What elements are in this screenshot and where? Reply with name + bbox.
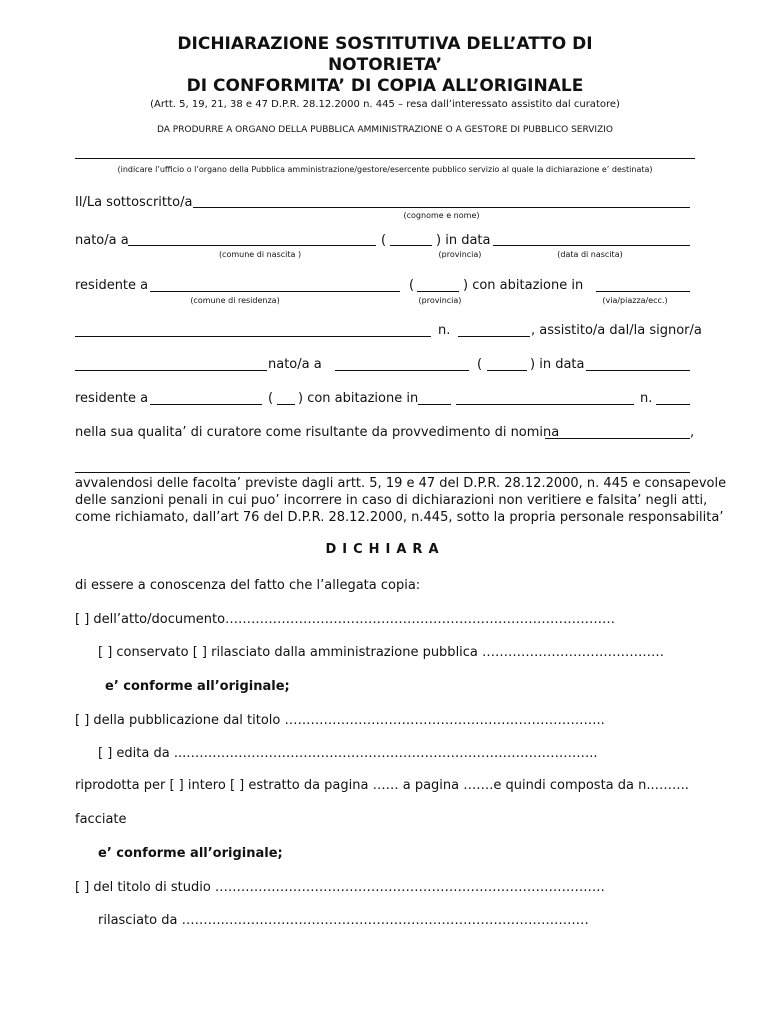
subtitle: (Artt. 5, 19, 21, 38 e 47 D.P.R. 28.12.2000 n. 445 – resa dall’interessato assistito dal curatore)	[150, 99, 620, 110]
indirizzo-field[interactable]	[75, 336, 431, 337]
paragraph-line-3: come richiamato, dall’art 76 del D.P.R. 28.12.2000, n.445, sotto la propria personale responsabilita’	[75, 510, 724, 525]
titolo-studio-line[interactable]: [ ] del titolo di studio ………………………………………………………………………………	[75, 880, 605, 895]
cognome-caption: (cognome e nome)	[403, 211, 480, 220]
curatore-data-nascita-field[interactable]	[586, 370, 690, 371]
provvedimento-field[interactable]	[545, 438, 690, 439]
via-field[interactable]	[596, 291, 690, 292]
curatore-via-tipo-field[interactable]	[418, 404, 451, 405]
curatore-provincia-residenza-field[interactable]	[277, 404, 295, 405]
qualita-label: nella sua qualita’ di curatore come risultante da provvedimento di nomina	[75, 425, 560, 440]
paragraph-line-1: avvalendosi delle facolta’ previste dagli artt. 5, 19 e 47 del D.P.R. 28.12.2000, n. 445 e consapevole	[75, 476, 727, 491]
civico-field[interactable]	[458, 336, 530, 337]
cognome-nome-field[interactable]	[193, 207, 690, 208]
produce-to-text: DA PRODURRE A ORGANO DELLA PUBBLICA AMMINISTRAZIONE O A GESTORE DI PUBBLICO SERVIZIO	[157, 125, 613, 135]
sottoscritto-label: Il/La sottoscritto/a	[75, 195, 193, 210]
curatore-via-field[interactable]	[456, 404, 634, 405]
n2-label: n.	[640, 391, 653, 406]
curatore-civico-field[interactable]	[656, 404, 690, 405]
in-data-label: ) in data	[436, 233, 491, 248]
conforme-2: e’ conforme all’originale;	[98, 846, 283, 861]
comune-residenza-field[interactable]	[150, 291, 400, 292]
pubblicazione-line[interactable]: [ ] della pubblicazione dal titolo ………………………………………………………………..	[75, 713, 605, 728]
assistito-label: , assistito/a dal/la signor/a	[531, 323, 702, 338]
conforme-1: e’ conforme all’originale;	[105, 679, 290, 694]
edita-line[interactable]: [ ] edita da ...…………………………………………………………………………………..	[98, 746, 598, 761]
riprodotta-line[interactable]: riprodotta per [ ] intero [ ] estratto da pagina …… a pagina …….e quindi composta da n..……..	[75, 778, 689, 793]
comune-nascita-field[interactable]	[128, 245, 376, 246]
dichiara-heading: DICHIARA	[325, 542, 445, 557]
facciate-text: facciate	[75, 812, 127, 827]
qualita-comma: ,	[690, 425, 695, 440]
open-paren-3: (	[477, 357, 483, 372]
recipient-line[interactable]	[75, 158, 695, 159]
comune-residenza-caption: (comune di residenza)	[190, 296, 280, 305]
residente-label: residente a	[75, 278, 149, 293]
provincia-nascita-field[interactable]	[390, 245, 432, 246]
recipient-caption: (indicare l’ufficio o l’organo della Pubblica amministrazione/gestore/esercente pubblico servizio al quale la dichiarazione e’ destinata)	[117, 165, 653, 174]
abitazione-label: ) con abitazione in	[463, 278, 584, 293]
nato-label: nato/a a	[75, 233, 129, 248]
via-caption: (via/piazza/ecc.)	[602, 296, 668, 305]
curatore-nome-field[interactable]	[75, 370, 267, 371]
intro-text: di essere a conoscenza del fatto che l’allegata copia:	[75, 578, 421, 593]
open-paren: (	[381, 233, 387, 248]
residente2-label: residente a	[75, 391, 149, 406]
title-line-2: NOTORIETA’	[327, 55, 443, 75]
provincia-caption: (provincia)	[438, 250, 482, 259]
conservato-line[interactable]: [ ] conservato [ ] rilasciato dalla amministrazione pubblica ……………………………………	[98, 645, 665, 660]
provincia-residenza-field[interactable]	[417, 291, 459, 292]
curatore-comune-residenza-field[interactable]	[150, 404, 262, 405]
provvedimento-field-2[interactable]	[75, 472, 690, 473]
open-paren-2: (	[409, 278, 415, 293]
paragraph-line-2: delle sanzioni penali in cui puo’ incorrere in caso di dichiarazioni non veritiere e falsita’ negli atti,	[75, 493, 708, 508]
in-data2-label: ) in data	[530, 357, 585, 372]
n-label: n.	[438, 323, 451, 338]
curatore-provincia-field[interactable]	[487, 370, 527, 371]
title-line-1: DICHIARAZIONE SOSTITUTIVA DELL’ATTO DI	[177, 34, 593, 54]
data-nascita-field[interactable]	[493, 245, 690, 246]
data-nascita-caption: (data di nascita)	[557, 250, 623, 259]
comune-nascita-caption: (comune di nascita )	[218, 250, 302, 259]
abitazione2-label: ) con abitazione in	[298, 391, 419, 406]
open-paren-4: (	[268, 391, 274, 406]
nato2-label: nato/a a	[268, 357, 322, 372]
atto-line[interactable]: [ ] dell’atto/documento………………………………………………………………………………	[75, 612, 616, 627]
rilasciato-da-line[interactable]: rilasciato da ……….…………………………………………………………………………	[98, 913, 589, 928]
title-line-3: DI CONFORMITA’ DI COPIA ALL’ORIGINALE	[186, 76, 584, 96]
provincia-caption-2: (provincia)	[418, 296, 462, 305]
curatore-comune-nascita-field[interactable]	[335, 370, 469, 371]
